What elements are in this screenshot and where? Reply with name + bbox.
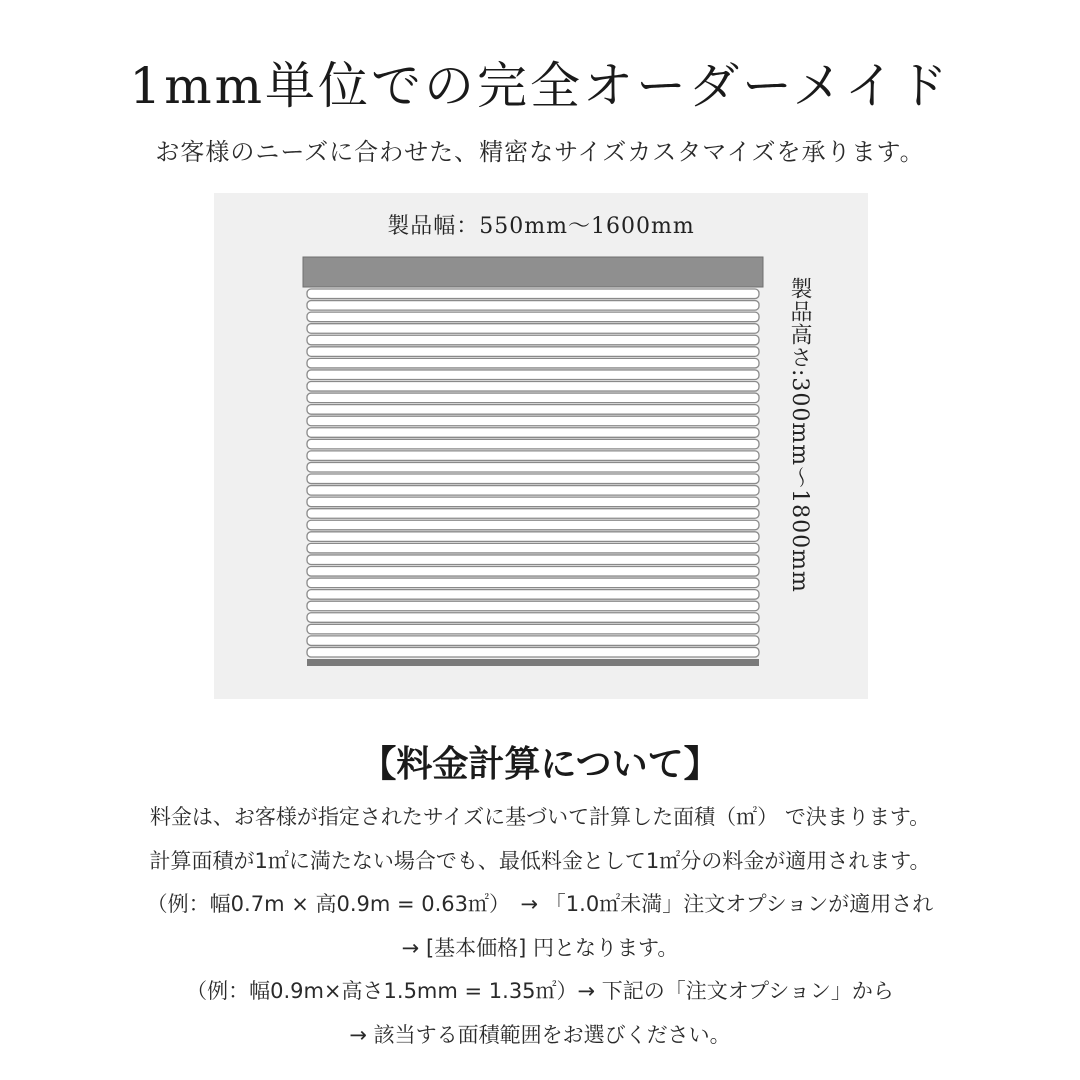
blind-pleat — [307, 439, 759, 449]
blind-pleat — [307, 578, 759, 588]
pricing-line: （例：幅0.9m×高さ1.5mm = 1.35㎡）→ 下記の「注文オプション」から — [186, 979, 894, 1003]
blind-pleat — [307, 370, 759, 380]
page-title: 1mm単位での完全オーダーメイド — [129, 57, 951, 115]
blind-pleat — [307, 393, 759, 403]
blind-pleat — [307, 382, 759, 392]
blind-pleat — [307, 601, 759, 611]
blind-pleat — [307, 590, 759, 600]
pricing-line: 計算面積が1㎡に満たない場合でも、最低料金として1㎡分の料金が適用されます。 — [149, 848, 931, 873]
headrail — [303, 257, 763, 287]
product-height-label: 製品高さ:300mm〜1800mm — [787, 277, 812, 593]
pleated-blind-illustration — [302, 255, 782, 675]
blind-pleat — [307, 636, 759, 646]
blind-pleat — [307, 462, 759, 472]
blind-pleat — [307, 520, 759, 530]
blind-pleat — [307, 301, 759, 311]
blind-pleat — [307, 474, 759, 484]
blind-pleat — [307, 358, 759, 368]
blind-pleat — [307, 324, 759, 334]
size-diagram-panel — [214, 193, 868, 699]
blind-pleat — [307, 647, 759, 657]
blind-pleat — [307, 613, 759, 623]
blind-pleat — [307, 451, 759, 461]
blind-pleat — [307, 486, 759, 496]
blind-pleat — [307, 289, 759, 299]
blind-pleat — [307, 405, 759, 415]
product-width-label: 製品幅：550mm〜1600mm — [387, 214, 695, 239]
blind-pleat — [307, 624, 759, 634]
blind-pleat — [307, 543, 759, 553]
blind-pleat — [307, 335, 759, 345]
blind-pleat — [307, 428, 759, 438]
blind-pleat — [307, 555, 759, 565]
pricing-heading: 【料金計算について】 — [360, 744, 720, 785]
blind-pleat — [307, 532, 759, 542]
page-subtitle: お客様のニーズに合わせた、精密なサイズカスタマイズを承ります。 — [155, 138, 925, 166]
blind-pleat — [307, 509, 759, 519]
blind-pleat — [307, 567, 759, 577]
blind-pleat — [307, 416, 759, 426]
pricing-line: 料金は、お客様が指定されたサイズに基づいて計算した面積（㎡） で決まります。 — [149, 805, 931, 829]
pricing-line: （例：幅0.7m × 高0.9m = 0.63㎡） → 「1.0㎡未満」注文オプションが適用され — [146, 892, 934, 916]
bottom-rail — [307, 659, 759, 666]
pricing-explanation — [0, 796, 1080, 1057]
blind-pleat — [307, 497, 759, 507]
pricing-line: → 該当する面積範囲をお選びください。 — [349, 1022, 731, 1047]
pricing-line: → [基本価格] 円となります。 — [401, 935, 679, 960]
blind-pleat — [307, 347, 759, 357]
blind-pleat — [307, 312, 759, 322]
